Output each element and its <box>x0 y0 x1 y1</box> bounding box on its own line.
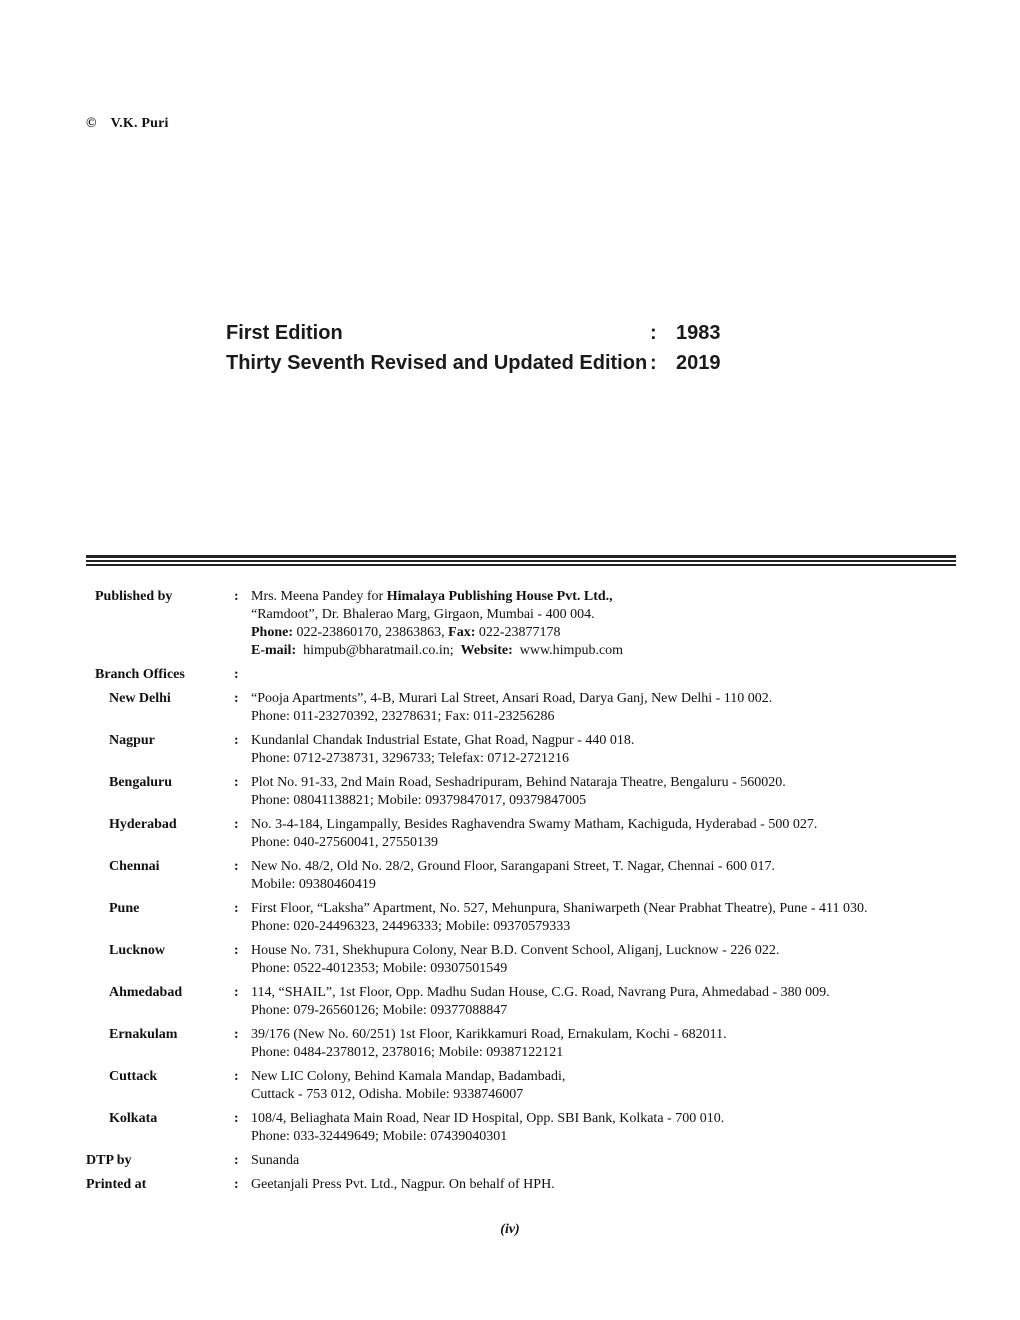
colon: : <box>234 817 239 832</box>
branch-address-line2: Cuttack - 753 012, Odisha. Mobile: 9338746007 <box>251 1087 524 1102</box>
branch-address-line1: New No. 48/2, Old No. 28/2, Ground Floor, Sarangapani Street, T. Nagar, Chennai - 600 017. <box>251 859 776 874</box>
branch-offices-row <box>86 666 966 684</box>
branch-address-line1: No. 3-4-184, Lingampally, Besides Raghavendra Swamy Matham, Kachiguda, Hyderabad - 500 027. <box>251 817 818 832</box>
colon: : <box>234 1027 239 1042</box>
branch-city: Bengaluru <box>109 775 173 790</box>
printed-label: Printed at <box>86 1177 147 1192</box>
edition-year: 2019 <box>676 351 721 374</box>
branch-row <box>86 732 966 768</box>
branch-address <box>251 732 966 768</box>
branch-row <box>86 1068 966 1104</box>
publisher-fax: 022-23877178 <box>478 625 561 640</box>
branch-city: Lucknow <box>109 943 166 958</box>
dtp-label: DTP by <box>86 1153 132 1168</box>
copyright-line <box>86 116 169 132</box>
branch-address <box>251 1110 966 1146</box>
branch-list <box>86 690 966 1146</box>
page-number: (iv) <box>500 1222 520 1237</box>
website-label: Website: <box>460 643 513 658</box>
edition-colon: : <box>650 351 657 374</box>
branch-address-line2: Phone: 0712-2738731, 3296733; Telefax: 0712-2721216 <box>251 751 570 766</box>
branch-city: Ahmedabad <box>109 985 183 1000</box>
editions-block <box>226 318 721 378</box>
branch-city: Nagpur <box>109 733 155 748</box>
branch-city: Cuttack <box>109 1069 158 1084</box>
branch-offices-label: Branch Offices <box>95 667 185 682</box>
branch-address-line2: Phone: 0522-4012353; Mobile: 09307501549 <box>251 961 508 976</box>
copyright-author: V.K. Puri <box>110 116 169 131</box>
colon: : <box>234 667 239 682</box>
branch-address-line2: Mobile: 09380460419 <box>251 877 376 892</box>
branch-row <box>86 690 966 726</box>
branch-address-line1: Kundanlal Chandak Industrial Estate, Ghat Road, Nagpur - 440 018. <box>251 733 635 748</box>
colon: : <box>234 1069 239 1084</box>
branch-address-line2: Phone: 08041138821; Mobile: 09379847017, 09379847005 <box>251 793 587 808</box>
branch-address-line2: Phone: 040-27560041, 27550139 <box>251 835 439 850</box>
colon: : <box>234 589 239 604</box>
branch-address <box>251 1026 966 1062</box>
dtp-row <box>86 1152 966 1170</box>
colon: : <box>234 691 239 706</box>
branch-city: Hyderabad <box>109 817 177 832</box>
branch-address <box>251 1068 966 1104</box>
branch-address-line1: House No. 731, Shekhupura Colony, Near B.D. Convent School, Aliganj, Lucknow - 226 022. <box>251 943 780 958</box>
publisher-phone: 022-23860170, 23863863, <box>296 625 445 640</box>
edition-year: 1983 <box>676 321 721 344</box>
branch-address <box>251 858 966 894</box>
colon: : <box>234 733 239 748</box>
published-by-label: Published by <box>95 589 173 604</box>
published-by-row <box>86 588 966 660</box>
branch-address-line1: First Floor, “Laksha” Apartment, No. 527, Mehunpura, Shaniwarpeth (Near Prabhat Theatre), Pune - 411 030. <box>251 901 868 916</box>
triple-rule-divider <box>86 555 956 566</box>
edition-colon: : <box>650 321 657 344</box>
branch-address-line1: 108/4, Beliaghata Main Road, Near ID Hospital, Opp. SBI Bank, Kolkata - 700 010. <box>251 1111 725 1126</box>
colon: : <box>234 859 239 874</box>
publisher-website: www.himpub.com <box>519 643 624 658</box>
colon: : <box>234 775 239 790</box>
branch-row <box>86 984 966 1020</box>
colon: : <box>234 943 239 958</box>
branch-address <box>251 942 966 978</box>
branch-address-line2: Phone: 079-26560126; Mobile: 09377088847 <box>251 1003 508 1018</box>
publisher-email: himpub@bharatmail.co.in; <box>303 643 454 658</box>
branch-row <box>86 858 966 894</box>
rule-line <box>86 555 956 558</box>
colon: : <box>234 985 239 1000</box>
branch-address-line1: 39/176 (New No. 60/251) 1st Floor, Karikkamuri Road, Ernakulam, Kochi - 682011. <box>251 1027 727 1042</box>
printed-row <box>86 1176 966 1194</box>
phone-label: Phone: <box>251 625 293 640</box>
dtp-value: Sunanda <box>251 1153 300 1168</box>
branch-city: Kolkata <box>109 1111 158 1126</box>
rule-line <box>86 564 956 567</box>
branch-row <box>86 1110 966 1146</box>
copyright-symbol: © <box>86 116 97 131</box>
branch-address-line2: Phone: 020-24496323, 24496333; Mobile: 09370579333 <box>251 919 571 934</box>
branch-city: New Delhi <box>109 691 171 706</box>
branch-row <box>86 942 966 978</box>
branch-address <box>251 774 966 810</box>
branch-row <box>86 900 966 936</box>
printed-value: Geetanjali Press Pvt. Ltd., Nagpur. On behalf of HPH. <box>251 1177 555 1192</box>
branch-city: Pune <box>109 901 140 916</box>
email-label: E-mail: <box>251 643 297 658</box>
edition-label: Thirty Seventh Revised and Updated Edition <box>226 351 648 374</box>
branch-address <box>251 816 966 852</box>
colon: : <box>234 901 239 916</box>
edition-row <box>226 348 721 378</box>
branch-city: Ernakulam <box>109 1027 178 1042</box>
branch-address-line2: Phone: 011-23270392, 23278631; Fax: 011-23256286 <box>251 709 555 724</box>
branch-address-line1: “Pooja Apartments”, 4-B, Murari Lal Street, Ansari Road, Darya Ganj, New Delhi - 110 002. <box>251 691 773 706</box>
colon: : <box>234 1177 239 1192</box>
branch-address-line1: New LIC Colony, Behind Kamala Mandap, Badambadi, <box>251 1069 566 1084</box>
branch-address <box>251 984 966 1020</box>
branch-address-line2: Phone: 033-32449649; Mobile: 07439040301 <box>251 1129 508 1144</box>
branch-address-line2: Phone: 0484-2378012, 2378016; Mobile: 09387122121 <box>251 1045 564 1060</box>
rule-line <box>86 560 956 562</box>
colon: : <box>234 1153 239 1168</box>
colon: : <box>234 1111 239 1126</box>
fax-label: Fax: <box>448 625 476 640</box>
publisher-name: Mrs. Meena Pandey for <box>251 589 387 604</box>
branch-address-line1: Plot No. 91-33, 2nd Main Road, Seshadripuram, Behind Nataraja Theatre, Bengaluru - 560020. <box>251 775 786 790</box>
branch-address <box>251 900 966 936</box>
branch-row <box>86 816 966 852</box>
publisher-company: Himalaya Publishing House Pvt. Ltd., <box>386 589 613 604</box>
publisher-details <box>86 586 966 1194</box>
publisher-address: “Ramdoot”, Dr. Bhalerao Marg, Girgaon, Mumbai - 400 004. <box>251 607 595 622</box>
branch-row <box>86 774 966 810</box>
branch-address-line1: 114, “SHAIL”, 1st Floor, Opp. Madhu Sudan House, C.G. Road, Navrang Pura, Ahmedabad - 380 009. <box>251 985 830 1000</box>
edition-label: First Edition <box>226 321 343 344</box>
published-by-text <box>251 588 966 660</box>
branch-city: Chennai <box>109 859 160 874</box>
branch-row <box>86 1026 966 1062</box>
branch-address <box>251 690 966 726</box>
edition-row <box>226 318 721 348</box>
